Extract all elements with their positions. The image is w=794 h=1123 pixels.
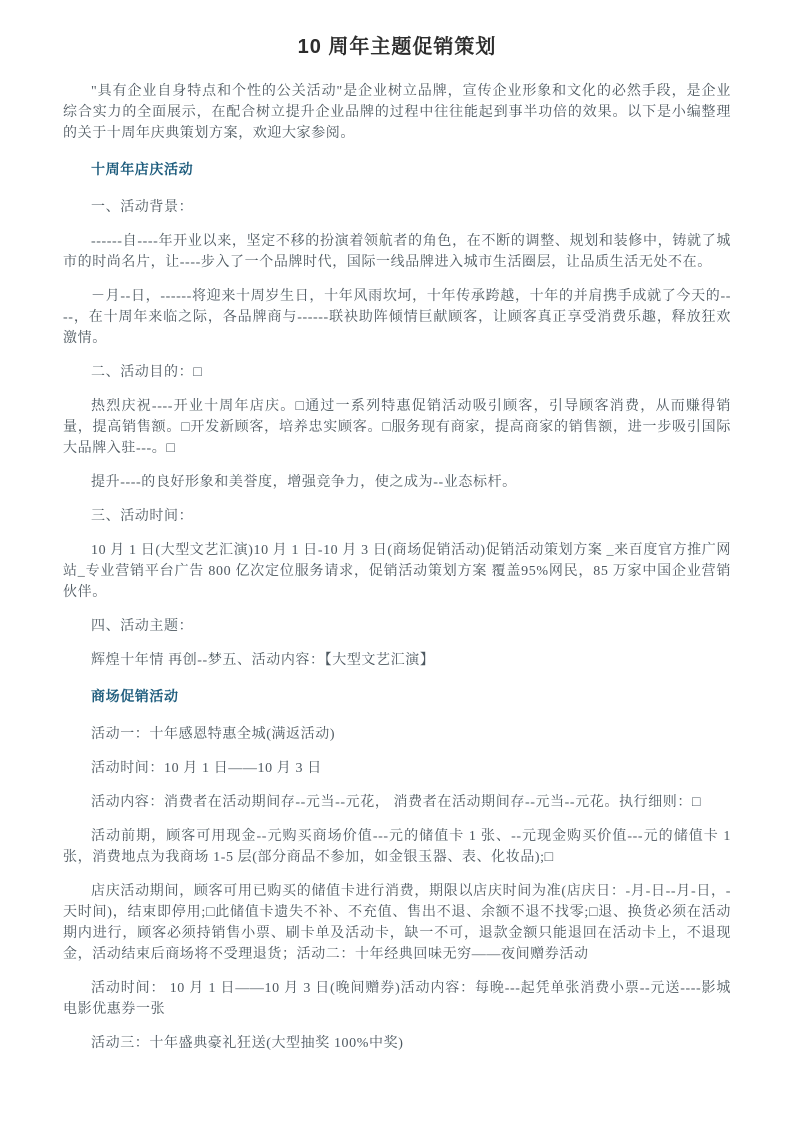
section-heading-mall-promotion: 商场促销活动 — [91, 690, 179, 705]
paragraph-activity-three: 活动三：十年盛典豪礼狂送(大型抽奖 100%中奖) — [91, 1036, 404, 1051]
paragraph-activity-two-time: 活动时间： 10 月 1 日——10 月 3 日(晚间赠券)活动内容：每晚---起凭单张消费小票--元送----影城电影优惠券一张 — [63, 981, 731, 1017]
intro-paragraph: "具有企业自身特点和个性的公关活动"是企业树立品牌，宣传企业形象和文化的必然手段，是企业综合实力的全面展示，在配合树立提升企业品牌的过程中往往能起到事半功倍的效果。以下是小编整理的关于十周年庆典策划方案，欢迎大家参阅。 — [63, 84, 731, 141]
paragraph-background-2: －月--日，------将迎来十周岁生日，十年风雨坎坷，十年传承跨越，十年的并肩携手成就了今天的----，在十周年来临之际，各品牌商与------联袂助阵倾情巨献顾客，让顾客真正享受消费乐趣，释放狂欢激情。 — [63, 289, 731, 346]
paragraph-purpose-1: 热烈庆祝----开业十周年店庆。□通过一系列特惠促销活动吸引顾客，引导顾客消费，从而赚得销量，提高销售额。□开发新顾客，培养忠实顾客。□服务现有商家，提高商家的销售额，进一步吸引国际大品牌入驻---。□ — [63, 399, 731, 456]
paragraph-theme-detail: 辉煌十年情 再创--梦五、活动内容：【大型文艺汇演】 — [91, 653, 435, 668]
paragraph-activity-one-rule-2: 店庆活动期间，顾客可用已购买的储值卡进行消费，期限以店庆时间为准(店庆日：-月-日--月-日，-天时间)，结束即停用;□此储值卡遗失不补、不充值、售出不退、余额不退不找零;□退、换货必须在活动期内进行，顾客必须持销售小票、刷卡单及活动卡，缺一不可，退款金额只能退回在活动卡上，不退现金，活动结束后商场将不受理退货；活动二：十年经典回味无穷——夜间赠券活动 — [63, 884, 731, 962]
paragraph-activity-one-time: 活动时间：10 月 1 日——10 月 3 日 — [91, 761, 322, 776]
document-title: 10 周年主题促销策划 — [297, 36, 497, 58]
paragraph-activity-one-rule-1: 活动前期，顾客可用现金--元购买商场价值---元的储值卡 1 张、--元现金购买价值---元的储值卡 1 张，消费地点为我商场 1-5 层(部分商品不参加，如金银玉器、表、化妆品);□ — [63, 829, 731, 865]
paragraph-activity-time-label: 三、活动时间： — [91, 509, 194, 524]
paragraph-activity-theme-label: 四、活动主题： — [91, 619, 194, 634]
paragraph-activity-background-label: 一、活动背景： — [91, 200, 194, 215]
paragraph-purpose-2: 提升----的良好形象和美誉度，增强竞争力，使之成为--业态标杆。 — [91, 475, 517, 490]
paragraph-activity-purpose-label: 二、活动目的：□ — [91, 365, 203, 380]
paragraph-time-detail: 10 月 1 日(大型文艺汇演)10 月 1 日-10 月 3 日(商场促销活动)促销活动策划方案 _来百度官方推广网站_专业营销平台广告 800 亿次定位服务请求，促销活动策划方案 覆盖95%网民，85 万家中国企业营销伙伴。 — [63, 543, 731, 600]
paragraph-background-1: ------自----年开业以来，坚定不移的扮演着领航者的角色，在不断的调整、规划和装修中，铸就了城市的时尚名片，让----步入了一个品牌时代，国际一线品牌进入城市生活圈层，让品质生活无处不在。 — [63, 234, 731, 270]
paragraph-activity-one-content: 活动内容：消费者在活动期间存--元当--元花， 消费者在活动期间存--元当--元花。执行细则：□ — [91, 795, 702, 810]
section-heading-store-anniversary: 十周年店庆活动 — [91, 163, 194, 178]
paragraph-activity-one: 活动一：十年感恩特惠全城(满返活动) — [91, 727, 336, 742]
